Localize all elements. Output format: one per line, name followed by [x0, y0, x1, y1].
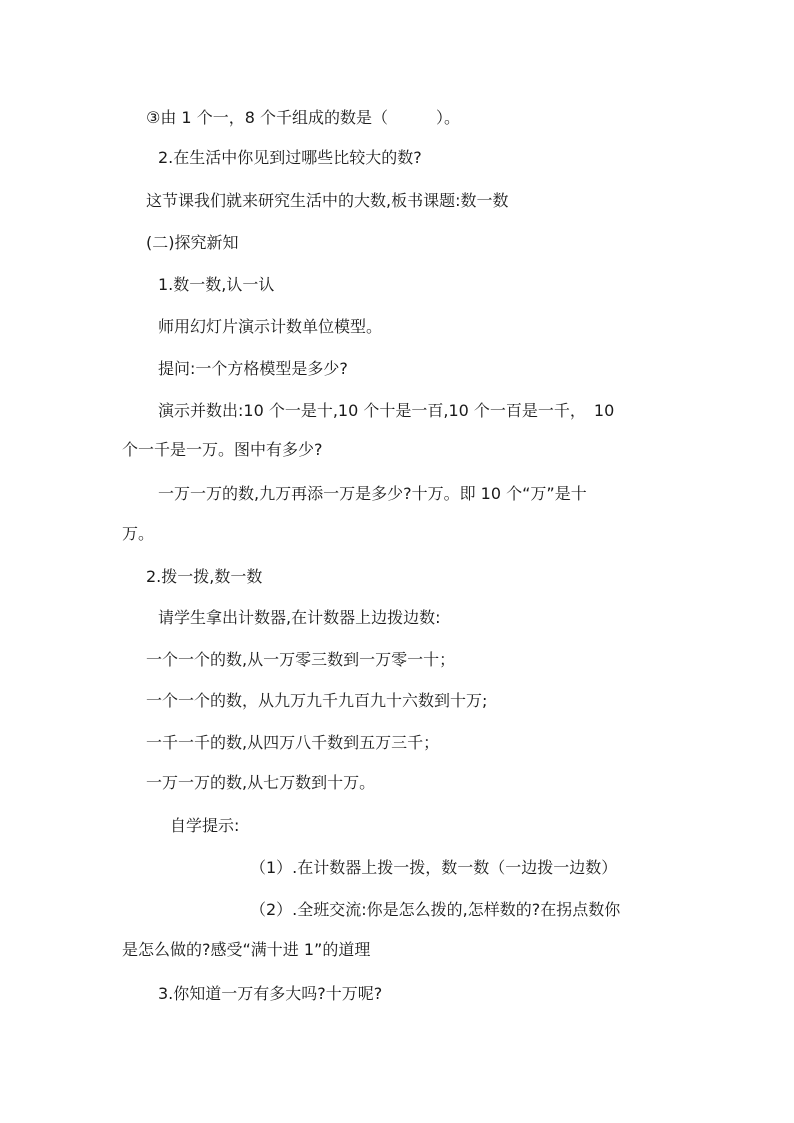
hint-item-1: （1）.在计数器上拨一拨，数一数（一边拨一边数） — [250, 858, 618, 877]
question-3: 3.你知道一万有多大吗?十万呢? — [158, 984, 383, 1003]
paragraph-demo: 师用幻灯片演示计数单位模型。 — [158, 317, 383, 336]
count-item-2: 一个一个的数，从九万九千九百九十六数到十万; — [146, 691, 488, 710]
paragraph-question: 提问:一个方格模型是多少? — [158, 359, 348, 378]
subheading-1: 1.数一数,认一认 — [158, 275, 275, 294]
count-item-3: 一千一千的数,从四万八千数到五万三千； — [146, 733, 440, 752]
count-item-4: 一万一万的数,从七万数到十万。 — [146, 773, 376, 792]
question-2: 2.在生活中你见到过哪些比较大的数? — [158, 148, 422, 167]
subheading-2: 2.拨一拨,数一数 — [146, 567, 263, 586]
count-item-1: 一个一个的数,从一万零三数到一万零一十； — [146, 650, 456, 669]
exercise-item-3: ③由 1 个一，8 个千组成的数是（ ）。 — [146, 108, 460, 127]
self-study-hint-heading: 自学提示: — [170, 816, 240, 835]
paragraph-count-line-2: 个一千是一万。图中有多少? — [122, 440, 323, 459]
paragraph-abacus: 请学生拿出计数器,在计数器上边拨边数: — [158, 608, 441, 627]
paragraph-wan-line-2: 万。 — [122, 524, 155, 543]
paragraph-count-line-1: 演示并数出:10 个一是十,10 个十是一百,10 个一百是一千， 10 — [158, 401, 615, 420]
intro-sentence: 这节课我们就来研究生活中的大数,板书课题:数一数 — [146, 191, 509, 210]
section-heading: (二)探究新知 — [146, 233, 239, 252]
paragraph-wan-line-1: 一万一万的数,九万再添一万是多少?十万。即 10 个“万”是十 — [158, 484, 587, 503]
hint-item-2-line-2: 是怎么做的?感受“满十进 1”的道理 — [122, 940, 371, 959]
hint-item-2-line-1: （2）.全班交流:你是怎么拨的,怎样数的?在拐点数你 — [250, 900, 621, 919]
